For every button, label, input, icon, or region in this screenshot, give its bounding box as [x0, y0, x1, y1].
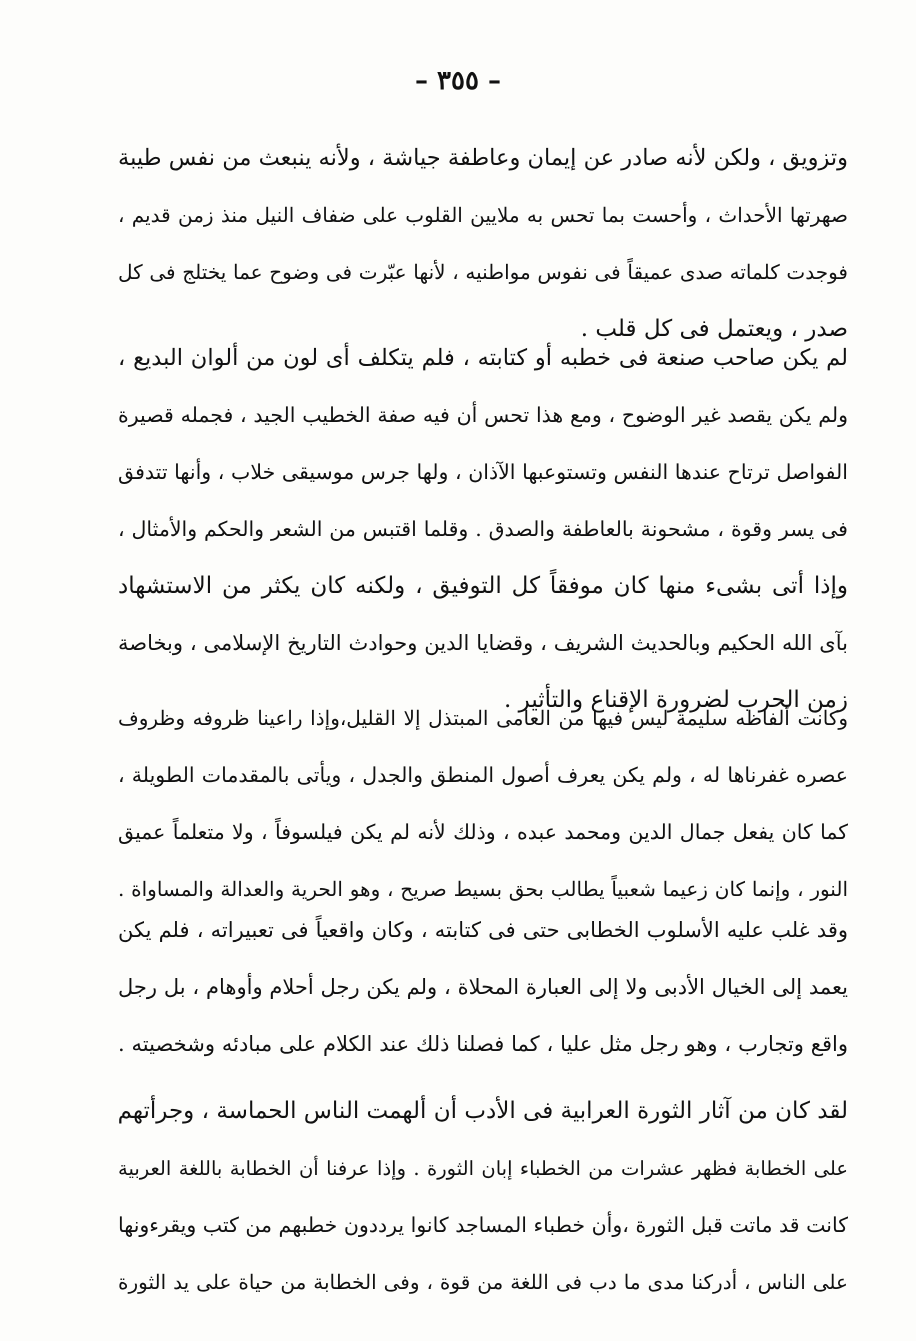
paragraph-line: واقع وتجارب ، وهو رجل مثل عليا ، كما فصلنا ذلك عند الكلام على مبادئه وشخصيته .	[118, 1032, 848, 1056]
paragraph-line: وتزويق ، ولكن لأنه صادر عن إيمان وعاطفة جياشة ، ولأنه ينبعث من نفس طيبة	[118, 145, 848, 171]
paragraph-line: يعمد إلى الخيال الأدبى ولا إلى العبارة المحلاة ، ولم يكن رجل أحلام وأوهام ، بل رجل	[118, 975, 848, 999]
paragraph-line: كانت قد ماتت قبل الثورة ،وأن خطباء المساجد كانوا يرددون خطبهم من كتب ويقرءونها	[118, 1213, 848, 1237]
page-number: – ٣٥٥ –	[414, 66, 502, 96]
paragraph-line: الفواصل ترتاح عندها النفس وتستوعبها الآذان ، ولها جرس موسيقى خلاب ، وأنها تتدفق	[118, 460, 848, 484]
paragraph-line: وكانت ألفاظه سليمة ليس فيها من العامى المبتذل إلا القليل،وإذا راعينا ظروفه وظروف	[118, 706, 848, 730]
paragraph-line: زمن الحرب لضرورة الإقناع والتأثير .	[504, 687, 848, 713]
paragraph-line: النور ، وإنما كان زعيما شعبياً يطالب بحق بسيط صريح ، وهو الحرية والعدالة والمساواة .	[118, 877, 848, 901]
paragraph-3	[118, 690, 848, 918]
paragraph-line: كما كان يفعل جمال الدين ومحمد عبده ، وذلك لأنه لم يكن فيلسوفاً ، ولا متعلماً عميق	[118, 820, 848, 844]
paragraph-line: لم يكن صاحب صنعة فى خطبه أو كتابته ، فلم يتكلف أى لون من ألوان البديع ،	[118, 345, 848, 371]
paragraph-line: فوجدت كلماته صدى عميقاً فى نفوس مواطنيه ، لأنها عبّرت فى وضوح عما يختلج فى كل	[118, 260, 848, 284]
paragraph-line: على الخطابة فظهر عشرات من الخطباء إبان الثورة . وإذا عرفنا أن الخطابة باللغة العربية	[118, 1157, 848, 1180]
paragraph-line: صهرتها الأحداث ، وأحست بما تحس به ملايين القلوب على ضفاف النيل منذ زمن قديم ،	[118, 203, 848, 227]
paragraph-line: وقد غلب عليه الأسلوب الخطابى حتى فى كتابته ، وكان واقعياً فى تعبيراته ، فلم يكن	[118, 918, 848, 942]
paragraph-5	[118, 1083, 848, 1311]
paragraph-line: ولم يكن يقصد غير الوضوح ، ومع هذا تحس أن فيه صفة الخطيب الجيد ، فجمله قصيرة	[118, 403, 848, 427]
paragraph-line: فى يسر وقوة ، مشحونة بالعاطفة والصدق . وقلما اقتبس من الشعر والحكم والأمثال ،	[118, 517, 848, 541]
paragraph-4	[118, 902, 848, 1073]
paragraph-line: على الناس ، أدركنا مدى ما دب فى اللغة من قوة ، وفى الخطابة من حياة على يد الثورة	[118, 1270, 848, 1294]
paragraph-line: وإذا أتى بشىء منها كان موفقاً كل التوفيق ، ولكنه كان يكثر من الاستشهاد	[118, 573, 848, 599]
paragraph-1	[118, 130, 848, 358]
paragraph-2	[118, 330, 848, 729]
paragraph-line: بآى الله الحكيم وبالحديث الشريف ، وقضايا الدين وحوادث التاريخ الإسلامى ، وبخاصة	[118, 631, 848, 655]
paragraph-line: عصره غفرناها له ، ولم يكن يعرف أصول المنطق والجدل ، ويأتى بالمقدمات الطويلة ،	[118, 763, 848, 787]
paragraph-line: لقد كان من آثار الثورة العرابية فى الأدب أن ألهمت الناس الحماسة ، وجرأتهم	[118, 1098, 848, 1124]
paragraph-line: صدر ، ويعتمل فى كل قلب .	[580, 316, 848, 342]
